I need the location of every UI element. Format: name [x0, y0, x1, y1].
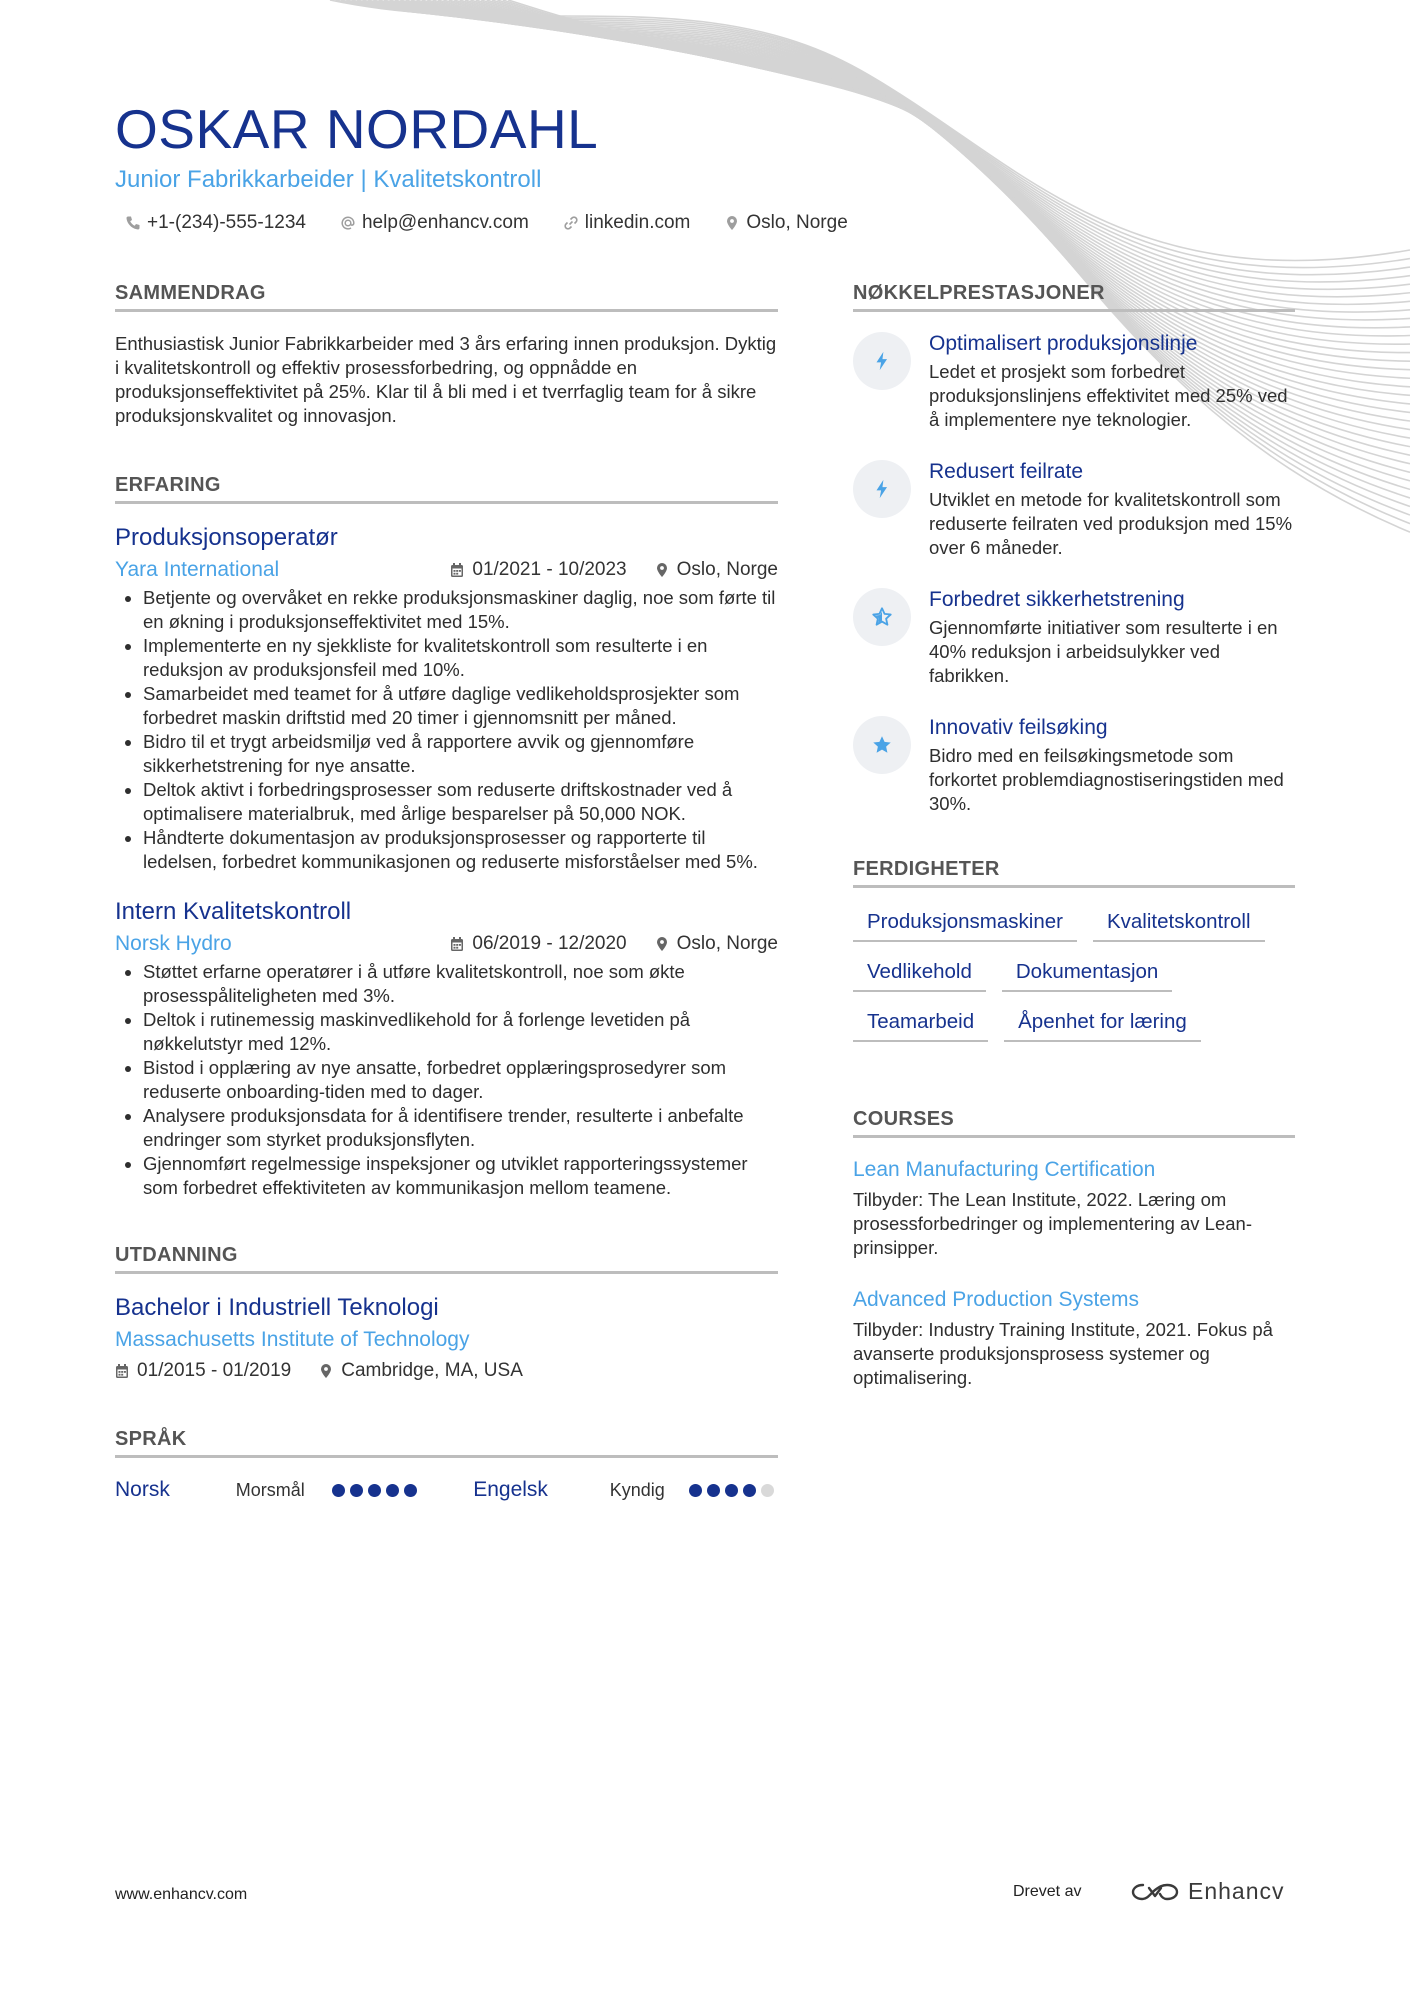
footer-powered-by: Drevet av	[1013, 1883, 1082, 1900]
experience-heading: ERFARING	[115, 474, 778, 504]
bullet-item: • Bistod i opplæring av nye ansatte, forbedret opplæringsprosedyrer som reduserte onboarding-tiden med to dager.	[143, 1056, 778, 1104]
right-column	[853, 282, 1295, 1390]
summary-text: Enthusiastisk Junior Fabrikkarbeider med 3 års erfaring innen produksjon. Dyktig i kvalitetskontroll og effektiv prosessforbedring, og oppnådde en produksjonseffektivitet på 25%. Klar til å bli med i et tverrfaglig team for å sikre produksjonskvalitet og innovasjon.	[115, 333, 777, 426]
skill-tag: Produksjonsmaskiner	[853, 910, 1077, 942]
bullet-item: • Analysere produksjonsdata for å identifisere trender, resulterte i anbefalte endringer som styrket produksjonsflyten.	[143, 1104, 778, 1152]
job-dates	[450, 559, 626, 581]
location-pin-icon	[724, 215, 740, 231]
rating-dot-filled	[707, 1484, 720, 1497]
location-text: Oslo, Norge	[746, 212, 848, 233]
language-rating	[332, 1484, 421, 1497]
education-meta	[115, 1360, 778, 1382]
job-location-text: Oslo, Norge	[676, 559, 778, 580]
phone-icon	[125, 215, 141, 231]
education-location-text: Cambridge, MA, USA	[341, 1360, 523, 1381]
bullet-item: • Bidro til et trygt arbeidsmiljø ved å rapportere avvik og gjennomføre sikkerhetstrening for nye ansatte.	[143, 730, 778, 778]
linkedin-text: linkedin.com	[584, 212, 691, 233]
location-pin-icon	[655, 936, 669, 952]
course-title: Advanced Production Systems	[853, 1288, 1139, 1311]
achievement-item	[853, 588, 1295, 688]
summary-heading: SAMMENDRAG	[115, 282, 778, 312]
course-text: Tilbyder: Industry Training Institute, 2021. Fokus på avanserte produksjonsprosess systemer og optimalisering.	[853, 1319, 1273, 1388]
company-name: Norsk Hydro	[115, 932, 232, 955]
languages-heading: SPRÅK	[115, 1428, 778, 1458]
rating-dot-empty	[761, 1484, 774, 1497]
rating-dot-filled	[350, 1484, 363, 1497]
achievement-text: Gjennomførte initiativer som resulterte i en 40% reduksjon i arbeidsulykker ved fabrikken.	[929, 617, 1278, 686]
education-heading: UTDANNING	[115, 1244, 778, 1274]
bolt-icon	[853, 332, 911, 390]
rating-dot-filled	[332, 1484, 345, 1497]
languages-row	[115, 1478, 778, 1502]
brand-name: Enhancv	[1188, 1878, 1285, 1904]
rating-dot-filled	[689, 1484, 702, 1497]
language-level: Kyndig	[609, 1479, 665, 1500]
achievements-heading: NØKKELPRESTASJONER	[853, 282, 1295, 312]
resume-header	[115, 98, 1315, 234]
bullet-item: • Samarbeidet med teamet for å utføre daglige vedlikeholdsprosjekter som forbedret maskin driftstid med 20 timer i gjennomsnitt per måned.	[143, 682, 778, 730]
achievement-text: Ledet et prosjekt som forbedret produksjonslinjens effektivitet med 25% ved å implementere nye teknologier.	[929, 361, 1288, 430]
link-icon	[563, 215, 579, 231]
courses-section	[853, 1108, 1295, 1390]
achievement-title: Optimalisert produksjonslinje	[929, 332, 1198, 355]
language-rating	[689, 1484, 778, 1497]
star-outline-icon	[853, 588, 911, 646]
contact-row	[115, 212, 1315, 234]
courses-heading: COURSES	[853, 1108, 1295, 1138]
education-section	[115, 1244, 778, 1382]
skills-list	[853, 910, 1295, 1042]
rating-dot-filled	[368, 1484, 381, 1497]
achievement-text: Bidro med en feilsøkingsmetode som forkortet problemdiagnostiseringstiden med 30%.	[929, 745, 1284, 814]
achievement-title: Redusert feilrate	[929, 460, 1084, 483]
school-name: Massachusetts Institute of Technology	[115, 1328, 470, 1351]
job-location-text: Oslo, Norge	[676, 933, 778, 954]
rating-dot-filled	[743, 1484, 756, 1497]
contact-linkedin[interactable]	[563, 212, 691, 234]
experience-section	[115, 474, 778, 1200]
skill-tag: Kvalitetskontroll	[1093, 910, 1265, 942]
job-meta	[115, 932, 778, 956]
calendar-icon	[115, 1363, 129, 1379]
job-dates	[450, 933, 626, 955]
job-dates-text: 06/2019 - 12/2020	[472, 933, 627, 954]
achievements-section	[853, 282, 1295, 816]
job-title: Intern Kvalitetskontroll	[115, 898, 352, 925]
contact-location	[724, 212, 847, 234]
course-item	[853, 1288, 1295, 1390]
bullet-item: • Betjente og overvåket en rekke produksjonsmaskiner daglig, noe som førte til en økning i produksjonseffektivitet med 15%.	[143, 586, 778, 634]
email-text: help@enhancv.com	[361, 212, 529, 233]
skill-tag: Vedlikehold	[853, 960, 986, 992]
bullet-item: • Deltok aktivt i forbedringsprosesser som reduserte driftskostnader ved å optimalisere materialbruk, med årlige besparelser på 50,000 NOK.	[143, 778, 778, 826]
job-bullets	[115, 586, 778, 874]
job-meta	[115, 558, 778, 582]
star-icon	[853, 716, 911, 774]
achievement-item	[853, 332, 1295, 432]
candidate-title: Junior Fabrikkarbeider | Kvalitetskontroll	[115, 166, 542, 193]
course-title: Lean Manufacturing Certification	[853, 1158, 1156, 1181]
skills-heading: FERDIGHETER	[853, 858, 1295, 888]
skill-tag: Teamarbeid	[853, 1010, 988, 1042]
job-location	[655, 933, 778, 955]
achievement-text: Utviklet en metode for kvalitetskontroll som reduserte feilraten ved produksjon med 15% over 6 måneder.	[929, 489, 1293, 558]
phone-text: +1-(234)-555-1234	[147, 212, 306, 233]
job-bullets	[115, 960, 778, 1200]
achievement-title: Forbedret sikkerhetstrening	[929, 588, 1185, 611]
achievement-item	[853, 716, 1295, 816]
job-dates-text: 01/2021 - 10/2023	[472, 559, 627, 580]
bullet-item: • Støttet erfarne operatører i å utføre kvalitetskontroll, noe som økte prosesspåliteligheten med 3%.	[143, 960, 778, 1008]
calendar-icon	[450, 562, 464, 578]
bullet-item: • Implementerte en ny sjekkliste for kvalitetskontroll som resulterte i en reduksjon av produksjonsfeil med 10%.	[143, 634, 778, 682]
achievement-title: Innovativ feilsøking	[929, 716, 1108, 739]
rating-dot-filled	[386, 1484, 399, 1497]
summary-section	[115, 282, 778, 428]
calendar-icon	[450, 936, 464, 952]
enhancv-logo[interactable]	[1130, 1878, 1285, 1905]
company-name: Yara International	[115, 558, 280, 581]
education-location	[319, 1360, 523, 1382]
education-dates	[115, 1360, 291, 1382]
bullet-item: • Deltok i rutinemessig maskinvedlikehold for å forlenge levetiden på nøkkelutstyr med 12%.	[143, 1008, 778, 1056]
job-location	[655, 559, 778, 581]
achievement-item	[853, 460, 1295, 560]
infinity-logo-icon	[1130, 1879, 1180, 1905]
bolt-icon	[853, 460, 911, 518]
at-icon	[340, 215, 356, 231]
contact-email[interactable]	[340, 212, 529, 234]
candidate-name: OSKAR NORDAHL	[115, 98, 599, 160]
location-pin-icon	[655, 562, 669, 578]
location-pin-icon	[319, 1363, 333, 1379]
language-level: Morsmål	[235, 1479, 305, 1500]
contact-phone[interactable]	[125, 212, 306, 234]
skill-tag: Åpenhet for læring	[1004, 1010, 1201, 1042]
rating-dot-filled	[725, 1484, 738, 1497]
language-name: Norsk	[115, 1478, 170, 1501]
bullet-item: • Håndterte dokumentasjon av produksjonsprosesser og rapporterte til ledelsen, forbedret kommunikasjonen og reduserte misforståelser med 5%.	[143, 826, 778, 874]
course-text: Tilbyder: The Lean Institute, 2022. Læring om prosessforbedringer og implementering av Lean-prinsipper.	[853, 1189, 1252, 1258]
left-column	[115, 282, 778, 1502]
skills-section	[853, 858, 1295, 1042]
education-dates-text: 01/2015 - 01/2019	[137, 1360, 292, 1381]
job-entry	[115, 898, 778, 1200]
languages-section	[115, 1428, 778, 1502]
degree-title: Bachelor i Industriell Teknologi	[115, 1294, 439, 1321]
skill-tag: Dokumentasjon	[1002, 960, 1172, 992]
language-name: Engelsk	[473, 1478, 548, 1501]
bullet-item: • Gjennomført regelmessige inspeksjoner og utviklet rapporteringssystemer som forbedret effektiviteten av kommunikasjon mellom teamene.	[143, 1152, 778, 1200]
job-title: Produksjonsoperatør	[115, 524, 338, 551]
footer-url[interactable]: www.enhancv.com	[115, 1886, 248, 1903]
rating-dot-filled	[404, 1484, 417, 1497]
job-entry	[115, 524, 778, 874]
course-item	[853, 1158, 1295, 1260]
